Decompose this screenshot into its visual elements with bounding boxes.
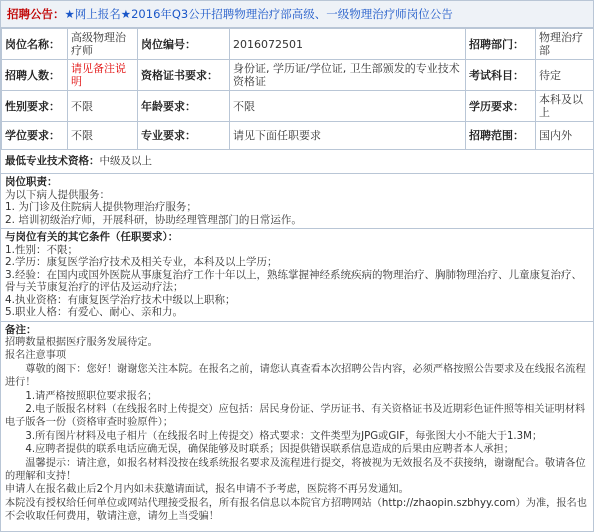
requirement-item: 5.职业人格：有爱心、耐心、亲和力。: [5, 306, 184, 318]
gender-label: 性别要求：: [2, 91, 68, 122]
major-value: 请见下面任职要求: [230, 122, 466, 150]
position-id-value: 2016072501: [230, 29, 466, 60]
duties-line: 2. 培训初级治疗师，开展科研，协助经理管理部门的日常运作。: [5, 213, 302, 226]
requirement-item: 3.经验：在国内或国外医院从事康复治疗工作十年以上，熟练掌握神经系统疾病的物理治疗、胸肺物理治疗、儿童康复治疗、骨与关节康复治疗的评估及运动疗法；: [5, 268, 583, 293]
notes-section: [1, 322, 593, 526]
duties-heading: 岗位职责：: [5, 176, 58, 188]
job-info-table: [1, 28, 594, 150]
info-row: [2, 91, 594, 122]
education-label: 学历要求：: [466, 91, 536, 122]
gender-value: 不限: [68, 91, 138, 122]
scope-value: 国内外: [536, 122, 594, 150]
duties-line: 为以下病人提供服务：: [5, 188, 110, 201]
info-row: [2, 122, 594, 150]
exam-label: 考试科目：: [466, 60, 536, 91]
requirement-item: 1.性别：不限；: [5, 243, 79, 256]
position-name-label: 岗位名称：: [2, 29, 68, 60]
major-label: 专业要求：: [138, 122, 230, 150]
certificate-value: 身份证, 学历证/学位证, 卫生部颁发的专业技术资格证: [230, 60, 466, 91]
scope-label: 招聘范围：: [466, 122, 536, 150]
position-id-label: 岗位编号：: [138, 29, 230, 60]
notes-line: 尊敬的阁下：您好！谢谢您关注本院。在报名之前，请您认真查看本次招聘公告内容，必须严格按照公告要求及在线报名流程进行！: [5, 363, 586, 389]
department-label: 招聘部门：: [466, 29, 536, 60]
exam-value: 待定: [536, 60, 594, 91]
min-qualification-value: 中级及以上: [99, 155, 152, 167]
min-qualification: [1, 150, 593, 174]
notes-line: 2.电子版报名材料（在线报名时上传提交）应包括：居民身份证、学历证书、有关资格证书及近期彩色证件照等相关证明材料电子版各一份（资格审查时验原件）；: [5, 404, 586, 429]
notes-line: 招聘数量根据医疗服务发展待定。: [5, 337, 158, 348]
notes-line: 申请人在报名截止后2个月内如未获邀请面试，报名申请不予考虑，医院将不再另发通知。: [5, 484, 409, 496]
notes-line: 3.所有图片材料及电子相片（在线报名时上传提交）格式要求：文件类型为JPG或GIF，每张图大小不能大于1.3M；: [5, 430, 543, 442]
info-row: [2, 29, 594, 60]
notes-line: 温馨提示：请注意，如报名材料没按在线系统报名要求及流程进行提交，将被视为无效报名及不获接纳，谢谢配合。敬请各位的理解和支持！: [5, 457, 586, 483]
announcement-label: 招聘公告：: [7, 7, 65, 21]
duties-line: 1. 为门诊及住院病人提供物理治疗服务；: [5, 201, 197, 213]
degree-value: 不限: [68, 122, 138, 150]
min-qualification-label: 最低专业技术资格：: [5, 155, 100, 167]
notes-line: 1.请严格按照职位要求报名；: [5, 390, 158, 402]
age-value: 不限: [230, 91, 466, 122]
certificate-label: 资格证书要求：: [138, 60, 230, 91]
requirements-heading: 与岗位有关的其它条件（任职要求）：: [5, 231, 179, 243]
requirements-section: [1, 229, 593, 322]
age-label: 年龄要求：: [138, 91, 230, 122]
position-name-value: 高级物理治疗师: [68, 29, 138, 60]
requirement-item: 4.执业资格：有康复医学治疗技术中级以上职称；: [5, 293, 236, 306]
headcount-value: 请见备注说明: [68, 60, 138, 91]
requirement-item: 2.学历：康复医学治疗技术及相关专业，本科及以上学历；: [5, 256, 278, 268]
notes-heading: 备注：: [5, 323, 37, 336]
headcount-label: 招聘人数：: [2, 60, 68, 91]
announcement-bar: [1, 1, 593, 28]
notes-line: 4.应聘者提供的联系电话应确无误，确保能够及时联系；因提供错误联系信息造成的后果由应聘者本人承担；: [5, 444, 514, 456]
duties-section: [1, 174, 593, 229]
info-row: [2, 60, 594, 91]
announcement-title[interactable]: ★网上报名★2016年Q3公开招聘物理治疗部高级、一级物理治疗师岗位公告: [64, 7, 453, 21]
department-value: 物理治疗部: [536, 29, 594, 60]
notes-line: 本院没有授权给任何单位或网站代理接受报名，所有报名信息以本院官方招聘网站（http://zhaopin.szbhyy.com）为准，报名也不会收取任何费用，敬请注意，请勿上当受骗！: [5, 497, 587, 523]
degree-label: 学位要求：: [2, 122, 68, 150]
education-value: 本科及以上: [536, 91, 594, 122]
notes-line: 报名注意事项: [5, 350, 67, 362]
